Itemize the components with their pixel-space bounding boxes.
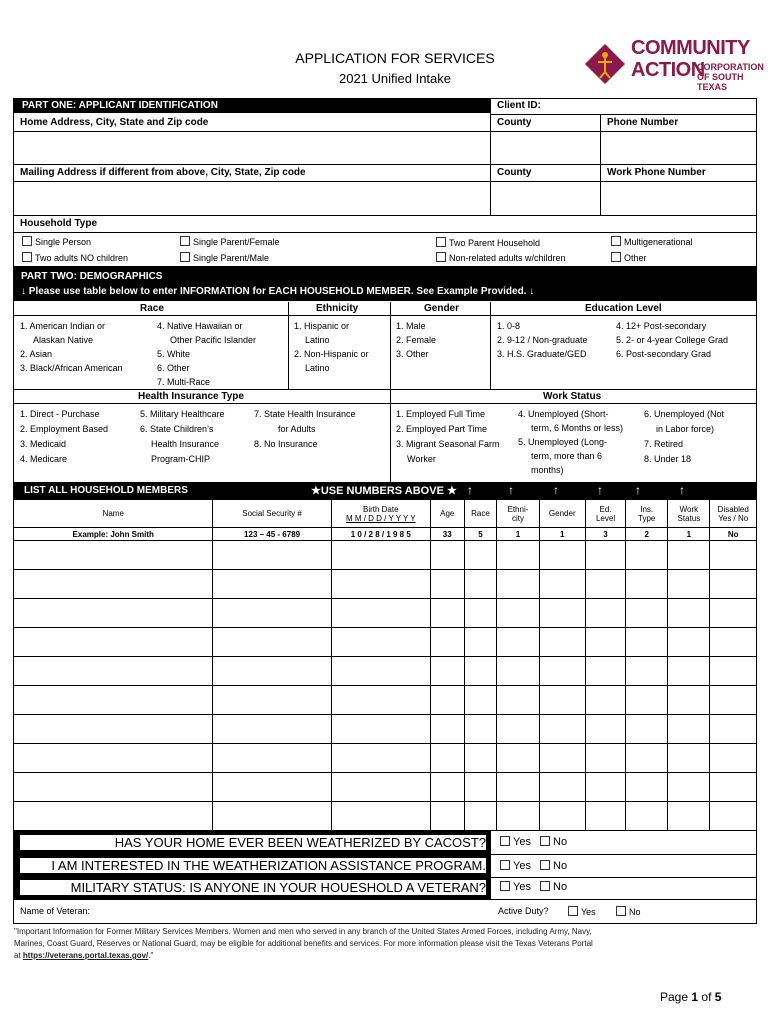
veteran-yes[interactable]: Yes — [500, 881, 531, 893]
hh-single-parent-male[interactable]: Single Parent/Male — [180, 252, 269, 263]
table-row — [14, 541, 757, 570]
col-name: Name — [14, 500, 213, 528]
work-phone-label: Work Phone Number — [607, 167, 706, 178]
logo-line3: CORPORATION — [697, 62, 764, 72]
logo — [585, 38, 765, 98]
hh-two-adults[interactable]: Two adults NO children — [22, 252, 128, 263]
members-table — [13, 499, 757, 831]
veteran-footnote: "Important Information for Former Military Services Members. Women and men who served in any branch of the United States Armed Forces, including Army, Navy, Marines, Coast Guard, Reserves or National Guard, may be eligible for additional benefits and services. For more information please visit the Texas Veterans Portal at https://veterans.portal.texas.gov/." — [14, 927, 593, 960]
arrow-gender: ↑ — [553, 483, 559, 497]
arrow-eth: ↑ — [508, 483, 514, 497]
work-list-c: 6. Unemployed (Not in Labor force) 7. Retired 8. Under 18 — [644, 409, 725, 464]
home-address-label: Home Address, City, State and Zip code — [20, 117, 209, 128]
phone-label: Phone Number — [607, 117, 679, 128]
interested-no[interactable]: No — [540, 860, 567, 872]
col-birth: Birth Date M M / D D / Y Y Y Y — [331, 500, 430, 528]
hh-multigenerational[interactable]: Multigenerational — [611, 236, 693, 247]
col-disabled: Disabled Yes / No — [710, 500, 757, 528]
hh-two-parent[interactable]: Two Parent Household — [436, 237, 540, 248]
logo-line2: ACTION — [631, 59, 705, 81]
col-ed-level: Ed. Level — [585, 500, 625, 528]
insurance-list-b: 5. Military Healthcare 6. State Children’s Health Insurance Program-CHIP — [140, 409, 225, 464]
race-list-b: 4. Native Hawaiian or Other Pacific Islander 5. White 6. Other 7. Multi-Race — [157, 321, 257, 387]
work-phone-field[interactable] — [603, 183, 755, 213]
veterans-portal-link[interactable]: https://veterans.portal.texas.gov/ — [22, 951, 149, 960]
hh-other[interactable]: Other — [611, 252, 647, 263]
household-type-label: Household Type — [20, 218, 98, 229]
part-two-title: PART TWO: DEMOGRAPHICS — [21, 271, 163, 282]
hh-non-related[interactable]: Non-related adults w/children — [436, 252, 566, 263]
gender-header: Gender — [424, 303, 460, 314]
arrow-race: ↑ — [467, 483, 473, 497]
question-weatherized: HAS YOUR HOME EVER BEEN WEATHERIZED BY CACOST? — [20, 835, 486, 850]
veteran-name-field[interactable] — [115, 903, 485, 921]
table-row — [14, 773, 757, 802]
active-duty-no[interactable]: No — [616, 906, 641, 917]
phone-field[interactable] — [603, 133, 755, 163]
logo-line1: COMMUNITY — [631, 37, 750, 59]
work-list-b: 4. Unemployed (Short- term, 6 Months or less) 5. Unemployed (Long- term, more than 6 months) — [518, 409, 624, 475]
insurance-list-a: 1. Direct - Purchase 2. Employment Based 3. Medicaid 4. Medicare — [20, 409, 109, 464]
mailing-field[interactable] — [16, 183, 486, 213]
education-header: Education Level — [585, 303, 662, 314]
hh-single-person[interactable]: Single Person — [22, 236, 91, 247]
hh-single-parent-female[interactable]: Single Parent/Female — [180, 236, 280, 247]
logo-figure-icon — [585, 44, 625, 84]
col-gender: Gender — [539, 500, 585, 528]
mailing-label: Mailing Address if different from above, City, State, Zip code — [20, 167, 306, 178]
arrow-ed: ↑ — [597, 483, 603, 497]
work-list-a: 1. Employed Full Time 2. Employed Part Time 3. Migrant Seasonal Farm Worker — [396, 409, 500, 464]
part-two-instruction: ↓ Please use table below to enter INFORMATION for EACH HOUSEHOLD MEMBER. See Example Provided. ↓ — [21, 286, 535, 297]
weatherized-yes[interactable]: Yes — [500, 836, 531, 848]
county2-field[interactable] — [493, 183, 597, 213]
active-duty-label: Active Duty? — [498, 906, 549, 916]
race-list-a: 1. American Indian or Alaskan Native 2. Asian 3. Black/African American — [20, 321, 123, 373]
col-race: Race — [464, 500, 497, 528]
question-veteran: MILITARY STATUS: IS ANYONE IN YOUR HOUESHOLD A VETERAN? — [20, 880, 486, 895]
members-header-row — [14, 500, 757, 528]
ethnicity-header: Ethnicity — [316, 303, 359, 314]
table-row — [14, 802, 757, 831]
table-row — [14, 599, 757, 628]
example-row: Example: John Smith 123 – 45 - 6789 1 0 / 2 8 / 1 9 8 5 33 5 1 1 3 2 1 No — [14, 528, 757, 541]
county-field[interactable] — [493, 133, 597, 163]
part-one-title: PART ONE: APPLICANT IDENTIFICATION — [14, 99, 490, 113]
race-header: Race — [140, 303, 164, 314]
col-ins-type: Ins. Type — [626, 500, 668, 528]
table-row — [14, 744, 757, 773]
gender-list: 1. Male 2. Female 3. Other — [396, 321, 437, 359]
question-interested: I AM INTERESTED IN THE WEATHERIZATION ASSISTANCE PROGRAM. — [20, 858, 486, 873]
table-row — [14, 715, 757, 744]
table-row — [14, 686, 757, 715]
insurance-list-c: 7. State Health Insurance for Adults 8. No Insurance — [254, 409, 356, 449]
weatherized-no[interactable]: No — [540, 836, 567, 848]
form-subtitle: 2021 Unified Intake — [338, 71, 452, 86]
form-title: APPLICATION FOR SERVICES — [295, 50, 495, 66]
arrow-work: ↑ — [679, 483, 685, 497]
list-members-title: LIST ALL HOUSEHOLD MEMBERS — [24, 485, 188, 496]
edu-list-b: 4. 12+ Post-secondary 5. 2- or 4-year College Grad 6. Post-secondary Grad — [616, 321, 729, 359]
veteran-name-label: Name of Veteran: — [20, 906, 91, 916]
client-id-label: Client ID: — [497, 100, 541, 111]
interested-yes[interactable]: Yes — [500, 860, 531, 872]
home-address-field[interactable] — [16, 133, 486, 163]
edu-list-a: 1. 0-8 2. 9-12 / Non-graduate 3. H.S. Graduate/GED — [497, 321, 588, 359]
col-ethnicity: Ethni- city — [497, 500, 539, 528]
work-status-header: Work Status — [543, 391, 602, 402]
ethnicity-list: 1. Hispanic or Latino 2. Non-Hispanic or Latino — [294, 321, 369, 373]
active-duty-yes[interactable]: Yes — [568, 906, 596, 917]
logo-line4: OF SOUTH TEXAS — [697, 72, 744, 92]
col-ssn: Social Security # — [213, 500, 331, 528]
col-work-status: Work Status — [668, 500, 710, 528]
arrow-ins: ↑ — [635, 483, 641, 497]
members-bar — [13, 483, 757, 499]
table-row — [14, 570, 757, 599]
county2-label: County — [497, 167, 532, 178]
use-numbers-label: ★USE NUMBERS ABOVE ★ — [311, 485, 457, 497]
table-row — [14, 628, 757, 657]
member-rows[interactable] — [14, 541, 757, 831]
county-label: County — [497, 117, 532, 128]
insurance-header: Health Insurance Type — [138, 391, 244, 402]
table-row — [14, 657, 757, 686]
page-number: Page 1 of 5 — [660, 990, 722, 1004]
veteran-no[interactable]: No — [540, 881, 567, 893]
part-two-bar — [13, 267, 757, 301]
col-age: Age — [430, 500, 464, 528]
